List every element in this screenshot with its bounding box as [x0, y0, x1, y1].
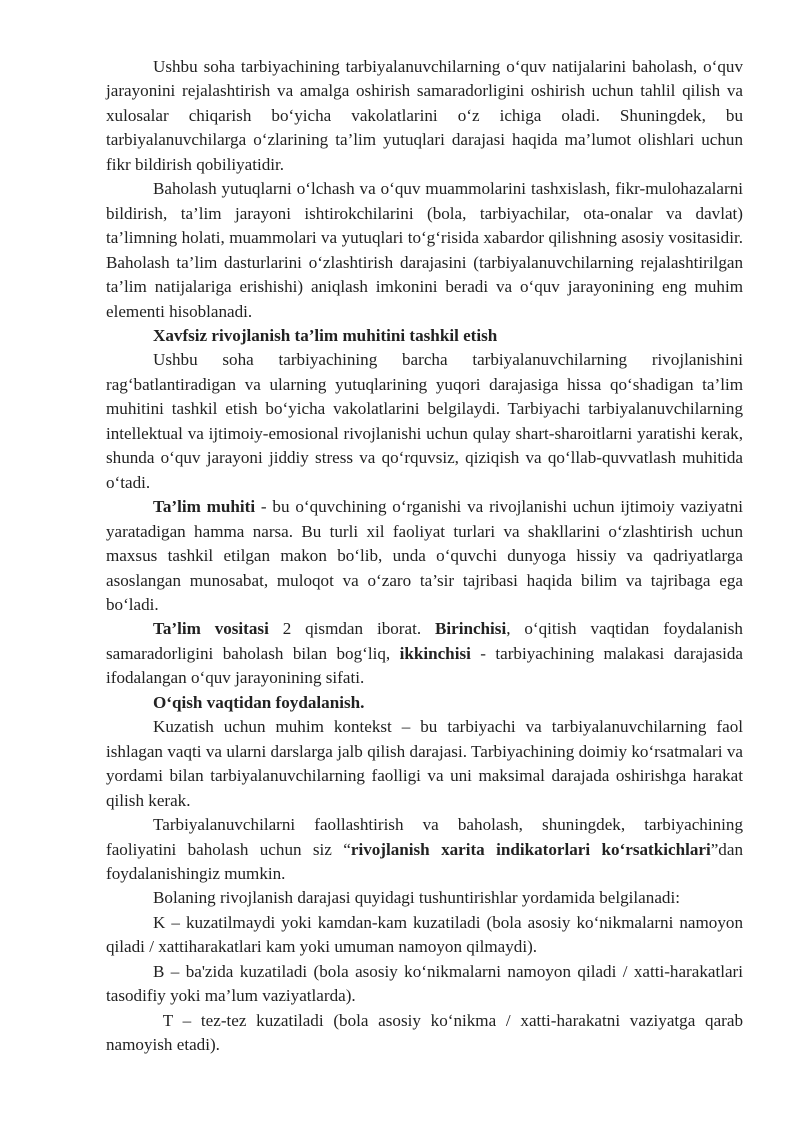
term-learning-environment: Ta’lim muhiti: [153, 497, 256, 517]
level-t-description: T – tez-tez kuzatiladi (bola asosiy ko‘nikma / xatti-harakatni vaziyatga qarab namoyish etadi).: [106, 1010, 748, 1055]
paragraph-observation-context: Kuzatish uchun muhim kontekst – bu tarbiyachi va tarbiyalanuvchilarning faol ishlagan vaqti va ularni darslarga jalb qilish darajasi. Tarbiyachining doimiy ko‘rsatmalari va yordami bilan tarbiyalanuvchilarning faolligi va uni maksimal darajada oshirishga harakat qilish kerak.: [106, 717, 743, 810]
text-span: - tarbiyachining malakasi darajasida ifodalangan o‘quv jarayonining sifati.: [106, 643, 744, 688]
paragraph-learning-environment-definition: [106, 495, 743, 617]
paragraph-learning-tool: [106, 617, 743, 690]
text-span: ”dan foydalanishingiz mumkin.: [106, 839, 743, 883]
text-span: 2 qismdan iborat.: [268, 619, 435, 639]
term-learning-tool: Ta’lim vositasi: [153, 619, 269, 639]
paragraph-assessment-purpose: Baholash yutuqlarni o‘lchash va o‘quv muammolarini tashxislash, fikr-mulohazalarni bildirish, ta’lim jarayoni ishtirokchilarini (bola, tarbiyachilar, ota-onalar va davlat) ta’limning holati, muammolari va yutuqlari to‘g‘risida xabardor qilishning asosiy vositasidir. Baholash ta’lim dasturlarini o‘zlashtirish darajasini (tarbiyalanuvchilarning rejalashtirilgan ta’lim natijalariga erishishi) aniqlash imkonini beradi va o‘quv jarayonining eng muhim elementi hisoblanadi.: [106, 179, 743, 321]
definition-text: - bu o‘quvchining o‘rganishi va rivojlanishi uchun ijtimoiy vaziyatni yaratadigan hamma narsa. Bu turli xil faoliyat turlari va shakllarini o‘zlashtirish uchun maxsus tashkil etilgan makon bo‘lib, unda o‘quvchi dunyoga hissiy va qadriyatlarga asoslangan munosabat, muloqot va o‘zaro ta’sir tajribasi haqida bilim va tajribaga ega bo‘ladi.: [106, 497, 743, 614]
section-heading-time-use: O‘qish vaqtidan foydalanish.: [153, 692, 365, 712]
term-indicators: rivojlanish xarita indikatorlari ko‘rsatkichlari: [350, 839, 711, 859]
text-span: , o‘qitish vaqtidan foydalanish samaradorligini baholash bilan bog‘liq,: [106, 619, 743, 663]
paragraph-environment-description: Ushbu soha tarbiyachining barcha tarbiyalanuvchilarning rivojlanishini rag‘batlantiradigan va ularning yutuqlarining yuqori darajasiga hissa qo‘shadigan ta’lim muhitini tashkil etish bo‘yicha vakolatlarini belgilaydi. Tarbiyachi tarbiyalanuvchilarning intellektual va ijtimoiy-emosional rivojlanishi uchun qulay shart-sharoitlarni yaratishi kerak, shunda o‘quv jarayoni jiddiy stress va qo‘rquvsiz, qiziqish va qo‘llab-quvvatlash muhitida o‘tadi.: [106, 350, 743, 492]
term-first: Birinchisi: [434, 619, 507, 639]
text-span: Tarbiyalanuvchilarni faollashtirish va baholash, shuningdek, tarbiyachining faoliyatini baholash uchun siz “: [106, 815, 743, 859]
level-k-description: K – kuzatilmaydi yoki kamdan-kam kuzatiladi (bola asosiy ko‘nikmalarni namoyon qiladi / xattiharakatlari kam yoki umuman namoyon qilmaydi).: [106, 912, 743, 957]
paragraph-indicators: [106, 813, 743, 886]
document-page: [106, 55, 748, 1058]
paragraph-assessment-intro: Ushbu soha tarbiyachining tarbiyalanuvchilarning o‘quv natijalarini baholash, o‘quv jarayonini rejalashtirish va amalga oshirish samaradorligini oshirish uchun tahlil qilish va xulosalar chiqarish bo‘yicha vakolatlarini o‘z ichiga oladi. Shuningdek, bu tarbiyalanuvchilarga o‘zlarining ta’lim yutuqlari darajasi haqida ma’lumot olishlari uchun fikr bildirish qobiliyatidir.: [106, 57, 743, 174]
section-heading-learning-environment: Xavfsiz rivojlanish ta’lim muhitini tashkil etish: [153, 325, 498, 345]
paragraph-levels-intro: Bolaning rivojlanish darajasi quyidagi tushuntirishlar yordamida belgilanadi:: [153, 888, 680, 908]
term-second: ikkinchisi: [399, 643, 471, 663]
level-b-description: B – ba'zida kuzatiladi (bola asosiy ko‘nikmalarni namoyon qiladi / xatti-harakatlari tasodifiy yoki ma’lum vaziyatlarda).: [106, 961, 743, 1006]
